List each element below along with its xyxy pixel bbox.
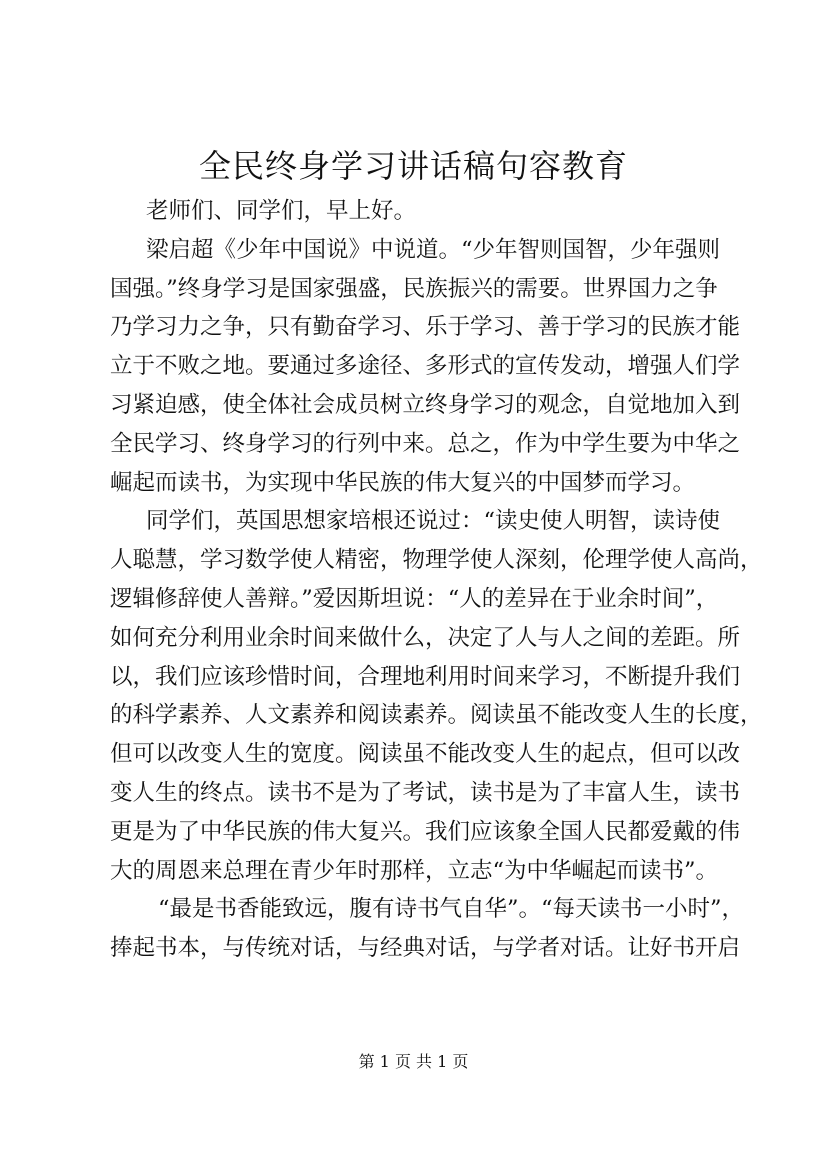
paragraph-line-14: 的科学素养、人文素养和阅读素养。阅读虽不能改变人生的长度， — [110, 702, 763, 729]
paragraph-line-11: 逻辑修辞使人善辩。”爱因斯坦说：“人的差异在于业余时间”， — [110, 585, 719, 612]
paragraph-line-10: 人聪慧，学习数学使人精密，物理学使人深刻，伦理学使人高尚， — [110, 547, 763, 574]
paragraph-line-20: 捧起书本，与传统对话，与经典对话，与学者对话。让好书开启 — [110, 935, 741, 962]
paragraph-line-4: 乃学习力之争，只有勤奋学习、乐于学习、善于学习的民族才能 — [110, 314, 741, 341]
paragraph-line-18: 大的周恩来总理在青少年时那样，立志“为中华崛起而读书”。 — [110, 857, 719, 884]
paragraph-line-8: 崛起而读书，为实现中华民族的伟大复兴的中国梦而学习。 — [110, 469, 696, 496]
document-title: 全民终身学习讲话稿句容教育 — [198, 147, 628, 185]
paragraph-line-6: 习紧迫感，使全体社会成员树立终身学习的观念，自觉地加入到 — [110, 391, 741, 418]
page-footer: 第 1 页 共 1 页 — [358, 1052, 469, 1071]
paragraph-line-2: 梁启超《少年中国说》中说道。“少年智则国智，少年强则 — [146, 236, 721, 263]
paragraph-line-9: 同学们，英国思想家培根还说过：“读史使人明智，读诗使 — [146, 508, 721, 535]
paragraph-line-7: 全民学习、终身学习的行列中来。总之，作为中学生要为中华之 — [110, 430, 741, 457]
paragraph-line-19: “最是书香能致远，腹有诗书气自华”。“每天读书一小时”， — [158, 896, 745, 923]
paragraph-line-5: 立于不败之地。要通过多途径、多形式的宣传发动，增强人们学 — [110, 353, 741, 380]
paragraph-line-16: 变人生的终点。读书不是为了考试，读书是为了丰富人生，读书 — [110, 779, 741, 806]
paragraph-line-17: 更是为了中华民族的伟大复兴。我们应该象全国人民都爱戴的伟 — [110, 818, 741, 845]
paragraph-line-15: 但可以改变人生的宽度。阅读虽不能改变人生的起点，但可以改 — [110, 741, 741, 768]
paragraph-line-1: 老师们、同学们，早上好。 — [146, 198, 417, 224]
paragraph-line-13: 以，我们应该珍惜时间，合理地利用时间来学习，不断提升我们 — [110, 663, 741, 690]
paragraph-line-3: 国强。”终身学习是国家强盛，民族振兴的需要。世界国力之争 — [110, 275, 718, 302]
document-body — [110, 192, 763, 968]
paragraph-line-12: 如何充分利用业余时间来做什么，决定了人与人之间的差距。所 — [110, 624, 741, 651]
